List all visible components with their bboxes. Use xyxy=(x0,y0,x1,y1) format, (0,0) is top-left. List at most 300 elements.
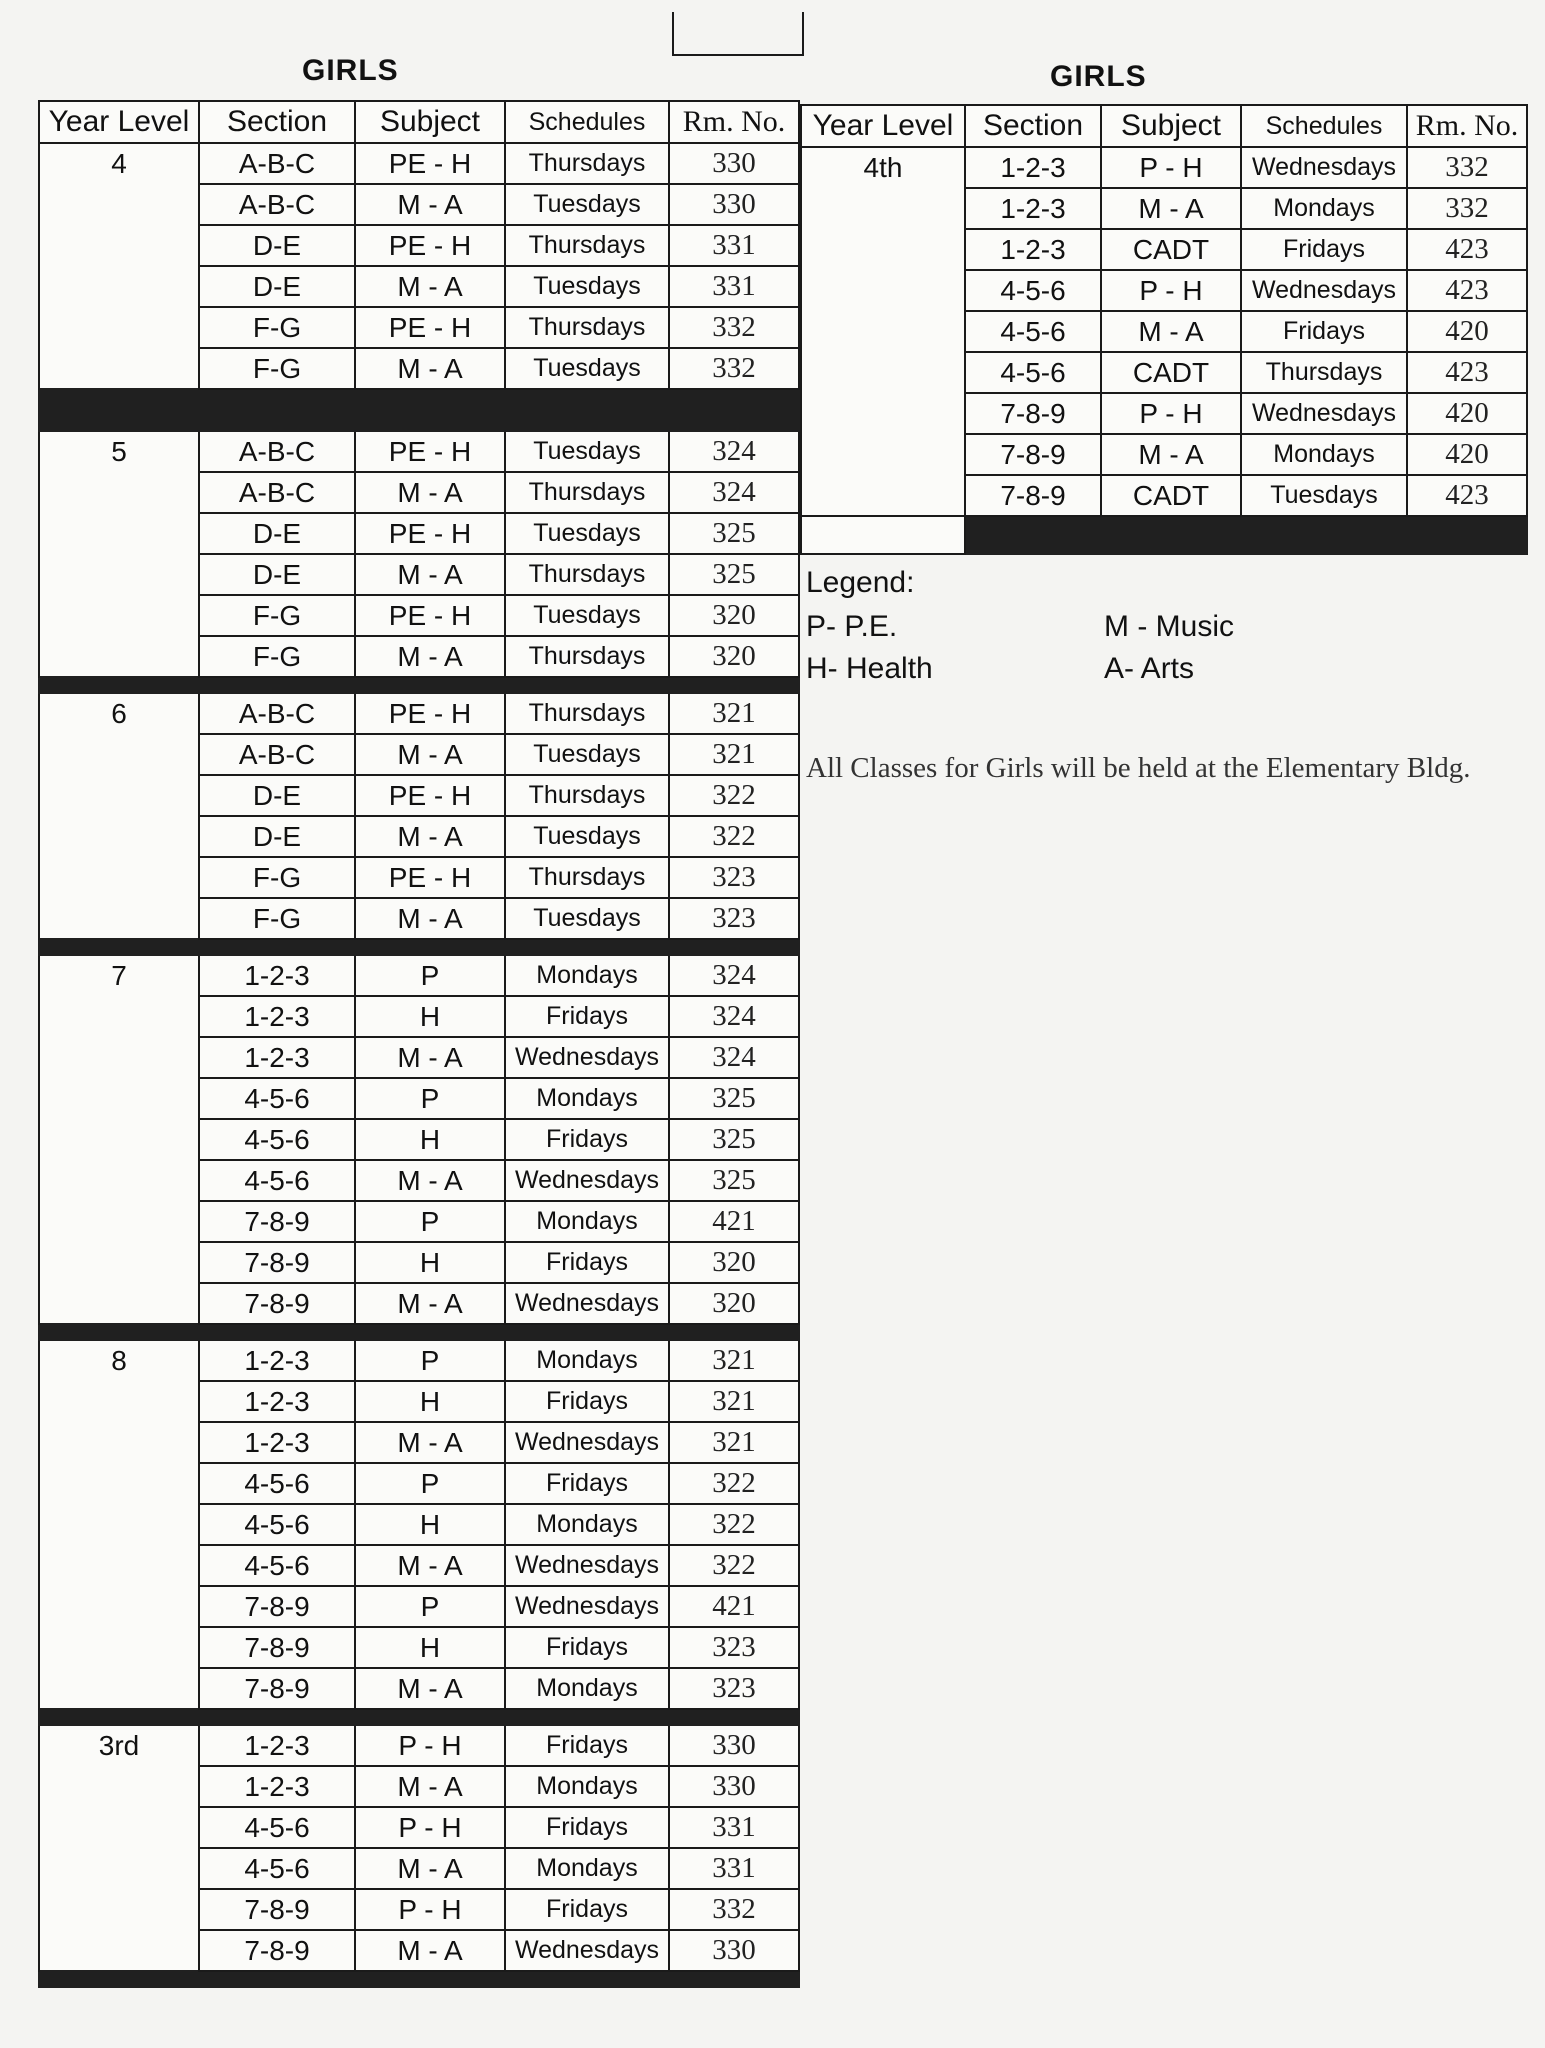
header-year-level: Year Level xyxy=(801,105,965,147)
separator-cell xyxy=(199,1971,355,1987)
table-row xyxy=(39,1160,799,1201)
legend-item: M - Music xyxy=(1104,610,1234,643)
table-row xyxy=(39,1422,799,1463)
year-level-cell xyxy=(39,595,199,636)
section-cell: 7-8-9 xyxy=(199,1586,355,1627)
section-cell: 4-5-6 xyxy=(199,1119,355,1160)
section-cell: 4-5-6 xyxy=(199,1160,355,1201)
separator-cell xyxy=(39,389,199,431)
table-row xyxy=(39,1930,799,1971)
subject-cell: P xyxy=(355,1340,505,1381)
table-row xyxy=(39,1586,799,1627)
schedule-cell: Fridays xyxy=(505,1463,669,1504)
group-separator xyxy=(39,939,799,955)
separator-cell xyxy=(669,1324,799,1340)
separator-cell xyxy=(505,1971,669,1987)
schedule-cell: Mondays xyxy=(505,1201,669,1242)
subject-cell: P xyxy=(355,1463,505,1504)
subject-cell: M - A xyxy=(355,898,505,939)
table-row xyxy=(39,184,799,225)
schedule-cell: Thursdays xyxy=(505,225,669,266)
room-cell: 323 xyxy=(669,1627,799,1668)
room-cell: 420 xyxy=(1407,434,1527,475)
group-separator xyxy=(39,389,799,431)
section-cell: F-G xyxy=(199,857,355,898)
schedule-cell: Wednesdays xyxy=(505,1037,669,1078)
section-cell: 1-2-3 xyxy=(199,1422,355,1463)
room-cell: 321 xyxy=(669,1381,799,1422)
legend-item: P- P.E. xyxy=(806,610,898,643)
subject-cell: M - A xyxy=(355,184,505,225)
schedule-cell: Tuesdays xyxy=(505,348,669,389)
year-level-cell xyxy=(39,1201,199,1242)
room-cell: 321 xyxy=(669,1340,799,1381)
room-cell: 325 xyxy=(669,513,799,554)
table-row xyxy=(801,311,1527,352)
separator-cell xyxy=(199,1324,355,1340)
year-level-cell xyxy=(39,307,199,348)
section-cell: 7-8-9 xyxy=(965,434,1101,475)
room-cell: 322 xyxy=(669,816,799,857)
year-level-cell xyxy=(39,1889,199,1930)
subject-cell: H xyxy=(355,1627,505,1668)
header-schedules: Schedules xyxy=(505,101,669,143)
schedule-cell: Wednesdays xyxy=(505,1160,669,1201)
section-cell: 7-8-9 xyxy=(199,1668,355,1709)
section-cell: F-G xyxy=(199,898,355,939)
room-cell: 321 xyxy=(669,1422,799,1463)
schedule-cell: Tuesdays xyxy=(505,595,669,636)
schedule-cell: Thursdays xyxy=(505,554,669,595)
subject-cell: P - H xyxy=(1101,147,1241,188)
section-cell: 1-2-3 xyxy=(199,1766,355,1807)
separator-cell xyxy=(355,1324,505,1340)
table-row xyxy=(39,1627,799,1668)
year-level-cell xyxy=(39,1930,199,1971)
room-cell: 423 xyxy=(1407,352,1527,393)
subject-cell: M - A xyxy=(355,1160,505,1201)
table-row xyxy=(39,554,799,595)
table-row xyxy=(801,188,1527,229)
subject-cell: P xyxy=(355,1201,505,1242)
year-level-cell xyxy=(39,996,199,1037)
year-level-cell xyxy=(39,1504,199,1545)
table-row xyxy=(801,229,1527,270)
section-cell: 1-2-3 xyxy=(199,1725,355,1766)
schedule-cell: Mondays xyxy=(505,1340,669,1381)
room-cell: 321 xyxy=(669,693,799,734)
schedule-table-right xyxy=(800,104,1528,555)
subject-cell: P - H xyxy=(355,1807,505,1848)
subject-cell: H xyxy=(355,1504,505,1545)
subject-cell: P - H xyxy=(1101,270,1241,311)
year-level-cell xyxy=(39,1078,199,1119)
subject-cell: P xyxy=(355,1586,505,1627)
section-cell: 4-5-6 xyxy=(199,1848,355,1889)
section-cell: 1-2-3 xyxy=(965,147,1101,188)
room-cell: 322 xyxy=(669,1504,799,1545)
room-cell: 324 xyxy=(669,431,799,472)
room-cell: 320 xyxy=(669,595,799,636)
section-cell: 1-2-3 xyxy=(199,1037,355,1078)
room-cell: 322 xyxy=(669,1545,799,1586)
header-subject: Subject xyxy=(1101,105,1241,147)
table-row xyxy=(39,636,799,677)
table-row xyxy=(39,1283,799,1324)
left-title: GIRLS xyxy=(302,54,399,87)
section-cell: D-E xyxy=(199,775,355,816)
header-schedules: Schedules xyxy=(1241,105,1407,147)
year-level-cell: 8 xyxy=(39,1340,199,1381)
table-row xyxy=(39,1340,799,1381)
group-separator xyxy=(39,1324,799,1340)
schedule-cell: Wednesdays xyxy=(1241,147,1407,188)
section-cell: 4-5-6 xyxy=(199,1078,355,1119)
separator-cell xyxy=(39,939,199,955)
header-room-number: Rm. No. xyxy=(1407,105,1527,147)
header-room-number: Rm. No. xyxy=(669,101,799,143)
room-cell: 331 xyxy=(669,225,799,266)
schedule-cell: Fridays xyxy=(505,1381,669,1422)
schedule-cell: Thursdays xyxy=(505,775,669,816)
schedule-cell: Wednesdays xyxy=(505,1586,669,1627)
table-row xyxy=(39,1668,799,1709)
separator-cell xyxy=(1407,516,1527,554)
subject-cell: CADT xyxy=(1101,229,1241,270)
section-cell: 7-8-9 xyxy=(965,475,1101,516)
year-level-cell xyxy=(39,1283,199,1324)
table-row xyxy=(39,898,799,939)
subject-cell: PE - H xyxy=(355,595,505,636)
table-row xyxy=(39,1381,799,1422)
subject-cell: M - A xyxy=(355,816,505,857)
section-cell: 7-8-9 xyxy=(199,1283,355,1324)
group-separator xyxy=(801,516,1527,554)
table-row xyxy=(39,225,799,266)
year-level-cell xyxy=(39,184,199,225)
year-level-cell: 4th xyxy=(801,147,965,188)
room-cell: 324 xyxy=(669,955,799,996)
section-cell: F-G xyxy=(199,307,355,348)
room-cell: 330 xyxy=(669,143,799,184)
subject-cell: P - H xyxy=(1101,393,1241,434)
year-level-cell xyxy=(801,311,965,352)
table-row xyxy=(39,431,799,472)
year-level-cell xyxy=(39,1627,199,1668)
table-header-row xyxy=(39,101,799,143)
separator-cell xyxy=(669,939,799,955)
subject-cell: M - A xyxy=(355,1422,505,1463)
room-cell: 322 xyxy=(669,775,799,816)
subject-cell: H xyxy=(355,996,505,1037)
schedule-cell: Thursdays xyxy=(505,693,669,734)
year-level-cell xyxy=(801,188,965,229)
schedule-cell: Mondays xyxy=(505,1504,669,1545)
separator-cell xyxy=(669,1971,799,1987)
subject-cell: PE - H xyxy=(355,775,505,816)
subject-cell: PE - H xyxy=(355,225,505,266)
schedule-cell: Fridays xyxy=(505,1627,669,1668)
schedule-cell: Thursdays xyxy=(1241,352,1407,393)
section-cell: D-E xyxy=(199,225,355,266)
table-row xyxy=(39,1545,799,1586)
year-level-cell xyxy=(39,1848,199,1889)
table-row xyxy=(801,434,1527,475)
table-row xyxy=(39,996,799,1037)
room-cell: 320 xyxy=(669,1283,799,1324)
subject-cell: P - H xyxy=(355,1725,505,1766)
legend-item: A- Arts xyxy=(1104,652,1195,685)
right-title: GIRLS xyxy=(1050,60,1147,93)
subject-cell: M - A xyxy=(355,1848,505,1889)
subject-cell: M - A xyxy=(355,1668,505,1709)
section-cell: 4-5-6 xyxy=(199,1545,355,1586)
schedule-cell: Tuesdays xyxy=(1241,475,1407,516)
separator-cell xyxy=(355,1971,505,1987)
subject-cell: M - A xyxy=(1101,188,1241,229)
schedule-cell: Tuesdays xyxy=(505,431,669,472)
year-level-cell xyxy=(39,898,199,939)
section-cell: 7-8-9 xyxy=(199,1627,355,1668)
year-level-cell xyxy=(39,1422,199,1463)
year-level-cell xyxy=(39,225,199,266)
separator-cell xyxy=(39,1324,199,1340)
section-cell: 4-5-6 xyxy=(199,1463,355,1504)
schedule-cell: Thursdays xyxy=(505,636,669,677)
schedule-cell: Thursdays xyxy=(505,857,669,898)
table-row xyxy=(39,1848,799,1889)
year-level-cell xyxy=(39,1668,199,1709)
table-row xyxy=(39,816,799,857)
separator-cell xyxy=(505,1709,669,1725)
separator-cell xyxy=(39,677,199,693)
table-row xyxy=(39,266,799,307)
room-cell: 423 xyxy=(1407,270,1527,311)
separator-cell xyxy=(199,677,355,693)
legend-item: H- Health xyxy=(806,652,933,685)
header-box-decoration xyxy=(672,12,804,56)
room-cell: 330 xyxy=(669,1766,799,1807)
schedule-cell: Fridays xyxy=(505,1889,669,1930)
schedule-cell: Mondays xyxy=(1241,188,1407,229)
year-level-cell xyxy=(39,1545,199,1586)
separator-cell xyxy=(199,1709,355,1725)
table-row xyxy=(39,1725,799,1766)
schedule-cell: Tuesdays xyxy=(505,184,669,225)
section-cell: D-E xyxy=(199,266,355,307)
section-cell: 1-2-3 xyxy=(199,1381,355,1422)
table-row xyxy=(801,270,1527,311)
separator-cell xyxy=(505,1324,669,1340)
table-row xyxy=(39,734,799,775)
schedule-cell: Wednesdays xyxy=(505,1930,669,1971)
separator-cell xyxy=(801,516,965,554)
table-row xyxy=(39,1463,799,1504)
table-header-row xyxy=(801,105,1527,147)
table-row xyxy=(801,147,1527,188)
year-level-cell xyxy=(39,1119,199,1160)
separator-cell xyxy=(199,939,355,955)
table-row xyxy=(39,1119,799,1160)
year-level-cell xyxy=(39,266,199,307)
table-row xyxy=(39,1889,799,1930)
year-level-cell xyxy=(801,475,965,516)
subject-cell: M - A xyxy=(355,266,505,307)
section-cell: 7-8-9 xyxy=(199,1889,355,1930)
table-row xyxy=(39,693,799,734)
group-separator xyxy=(39,1971,799,1987)
room-cell: 421 xyxy=(669,1201,799,1242)
subject-cell: P - H xyxy=(355,1889,505,1930)
room-cell: 332 xyxy=(1407,188,1527,229)
section-cell: D-E xyxy=(199,513,355,554)
schedule-cell: Thursdays xyxy=(505,307,669,348)
year-level-cell xyxy=(39,816,199,857)
separator-cell xyxy=(355,677,505,693)
subject-cell: M - A xyxy=(355,734,505,775)
schedule-cell: Mondays xyxy=(505,955,669,996)
room-cell: 320 xyxy=(669,1242,799,1283)
schedule-cell: Wednesdays xyxy=(505,1422,669,1463)
subject-cell: M - A xyxy=(355,554,505,595)
year-level-cell xyxy=(39,1242,199,1283)
section-cell: 1-2-3 xyxy=(965,188,1101,229)
year-level-cell: 4 xyxy=(39,143,199,184)
table-row xyxy=(39,955,799,996)
room-cell: 325 xyxy=(669,1160,799,1201)
room-cell: 323 xyxy=(669,857,799,898)
separator-cell xyxy=(39,1971,199,1987)
section-cell: 7-8-9 xyxy=(199,1930,355,1971)
subject-cell: PE - H xyxy=(355,513,505,554)
section-cell: 1-2-3 xyxy=(199,996,355,1037)
schedule-cell: Wednesdays xyxy=(505,1283,669,1324)
year-level-cell xyxy=(39,1463,199,1504)
separator-cell xyxy=(505,389,669,431)
subject-cell: M - A xyxy=(355,1766,505,1807)
separator-cell xyxy=(965,516,1101,554)
subject-cell: M - A xyxy=(355,1037,505,1078)
room-cell: 323 xyxy=(669,1668,799,1709)
year-level-cell: 3rd xyxy=(39,1725,199,1766)
room-cell: 321 xyxy=(669,734,799,775)
schedule-table-left xyxy=(38,100,800,1988)
section-cell: 1-2-3 xyxy=(965,229,1101,270)
year-level-cell xyxy=(39,1381,199,1422)
table-row xyxy=(801,475,1527,516)
subject-cell: PE - H xyxy=(355,693,505,734)
schedule-cell: Wednesdays xyxy=(1241,270,1407,311)
table-row xyxy=(39,472,799,513)
table-row xyxy=(39,1807,799,1848)
schedule-cell: Mondays xyxy=(505,1766,669,1807)
table-row xyxy=(39,1201,799,1242)
schedule-cell: Fridays xyxy=(1241,311,1407,352)
separator-cell xyxy=(355,1709,505,1725)
year-level-cell: 5 xyxy=(39,431,199,472)
room-cell: 330 xyxy=(669,1725,799,1766)
subject-cell: M - A xyxy=(355,636,505,677)
section-cell: F-G xyxy=(199,348,355,389)
subject-cell: PE - H xyxy=(355,143,505,184)
schedule-cell: Fridays xyxy=(505,1119,669,1160)
section-cell: A-B-C xyxy=(199,734,355,775)
subject-cell: M - A xyxy=(355,1930,505,1971)
header-year-level: Year Level xyxy=(39,101,199,143)
room-cell: 320 xyxy=(669,636,799,677)
subject-cell: M - A xyxy=(1101,311,1241,352)
schedule-cell: Tuesdays xyxy=(505,898,669,939)
room-cell: 420 xyxy=(1407,311,1527,352)
section-cell: F-G xyxy=(199,636,355,677)
table-row xyxy=(39,775,799,816)
year-level-cell xyxy=(39,1766,199,1807)
table-row xyxy=(801,352,1527,393)
schedule-cell: Mondays xyxy=(505,1668,669,1709)
section-cell: 4-5-6 xyxy=(965,270,1101,311)
table-row xyxy=(801,393,1527,434)
year-level-cell xyxy=(39,1160,199,1201)
subject-cell: M - A xyxy=(355,348,505,389)
subject-cell: P xyxy=(355,955,505,996)
schedule-cell: Tuesdays xyxy=(505,513,669,554)
section-cell: 1-2-3 xyxy=(199,1340,355,1381)
room-cell: 325 xyxy=(669,1078,799,1119)
section-cell: D-E xyxy=(199,816,355,857)
table-row xyxy=(39,1242,799,1283)
room-cell: 423 xyxy=(1407,475,1527,516)
subject-cell: M - A xyxy=(355,1283,505,1324)
room-cell: 331 xyxy=(669,1848,799,1889)
schedule-cell: Thursdays xyxy=(505,472,669,513)
venue-note: All Classes for Girls will be held at the Elementary Bldg. xyxy=(806,752,1471,784)
table-row xyxy=(39,348,799,389)
room-cell: 322 xyxy=(669,1463,799,1504)
legend-title: Legend: xyxy=(806,566,915,599)
section-cell: 7-8-9 xyxy=(965,393,1101,434)
section-cell: D-E xyxy=(199,554,355,595)
subject-cell: PE - H xyxy=(355,307,505,348)
year-level-cell xyxy=(39,775,199,816)
subject-cell: H xyxy=(355,1381,505,1422)
room-cell: 331 xyxy=(669,1807,799,1848)
header-section: Section xyxy=(199,101,355,143)
room-cell: 324 xyxy=(669,472,799,513)
section-cell: A-B-C xyxy=(199,184,355,225)
year-level-cell xyxy=(39,1037,199,1078)
year-level-cell xyxy=(801,393,965,434)
room-cell: 324 xyxy=(669,996,799,1037)
subject-cell: PE - H xyxy=(355,857,505,898)
table-row xyxy=(39,1504,799,1545)
year-level-cell xyxy=(801,352,965,393)
room-cell: 325 xyxy=(669,1119,799,1160)
subject-cell: CADT xyxy=(1101,352,1241,393)
separator-cell xyxy=(1241,516,1407,554)
schedule-cell: Mondays xyxy=(505,1078,669,1119)
subject-cell: P xyxy=(355,1078,505,1119)
room-cell: 324 xyxy=(669,1037,799,1078)
group-separator xyxy=(39,677,799,693)
subject-cell: CADT xyxy=(1101,475,1241,516)
subject-cell: PE - H xyxy=(355,431,505,472)
schedule-cell: Tuesdays xyxy=(505,734,669,775)
section-cell: 4-5-6 xyxy=(965,352,1101,393)
section-cell: 4-5-6 xyxy=(965,311,1101,352)
year-level-cell xyxy=(801,434,965,475)
table-row xyxy=(39,857,799,898)
separator-cell xyxy=(669,677,799,693)
